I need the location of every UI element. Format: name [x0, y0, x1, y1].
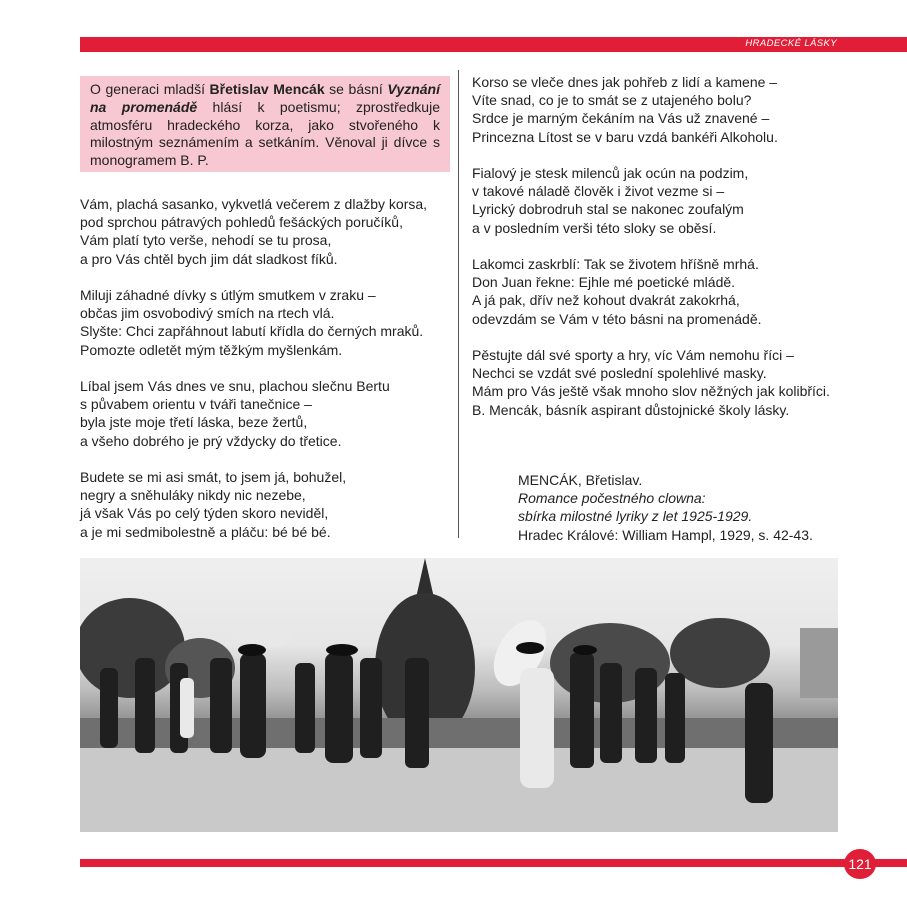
poem-stanza [80, 286, 455, 359]
poem-line: Miluji záhadné dívky s útlým smutkem v zraku – [80, 287, 376, 303]
poem-line: negry a sněhuláky nikdy nic nezebe, [80, 487, 306, 504]
poem-line: v takové náladě člověk i život vezme si – [472, 183, 725, 200]
poem-stanza [80, 468, 455, 541]
poem-line: Pomozte odletět mým těžkým myšlenkám. [80, 341, 343, 358]
citation [518, 471, 813, 544]
poem-right-column [472, 73, 852, 437]
poem-line: odevzdám se Vám v této básni na promenádě. [472, 310, 762, 327]
poem-line: Vám, plachá sasanko, vykvetlá večerem z dlažby korsa, [80, 196, 428, 212]
citation-title-1: Romance počestného clowna: [518, 490, 706, 507]
poem-line: Líbal jsem Vás dnes ve snu, plachou slečnu Bertu [80, 378, 390, 394]
poem-stanza [472, 164, 852, 237]
citation-title-2: sbírka milostné lyriky z let 1925-1929. [518, 508, 753, 525]
poem-line: Fialový je stesk milenců jak ocún na podzim, [472, 165, 749, 181]
poem-line: B. Mencák, básník aspirant důstojnické školy lásky. [472, 401, 790, 418]
poem-line: A já pak, dřív než kohout dvakrát zakokrhá, [472, 292, 740, 309]
poem-stanza [80, 377, 455, 450]
citation-publisher: Hradec Králové: William Hampl, 1929, s. 42-43. [518, 526, 813, 543]
intro-post: hlásí k poetismu; zprostředkuje atmosféru hradeckého korza, jako stvořeného k milostným seznámením a setkáním. Věnoval ji dívce s monogramem B. P. [90, 98, 440, 169]
poem-line: byla jste moje třetí láska, beze žertů, [80, 414, 308, 431]
header-bar [80, 37, 907, 52]
section-title: HRADECKÉ LÁSKY [745, 38, 837, 49]
intro-box [80, 76, 450, 172]
poem-line: Slyšte: Chci zapřáhnout labutí křídla do černých mraků. [80, 323, 424, 340]
poem-line: já však Vás po celý týden skoro neviděl, [80, 505, 329, 522]
page-number-badge: 121 [844, 849, 876, 879]
poem-line: Don Juan řekne: Ejhle mé poetické mládě. [472, 274, 736, 291]
poem-line: Budete se mi asi smát, to jsem já, bohužel, [80, 469, 347, 485]
column-divider [458, 70, 459, 538]
poem-line: Korso se vleče dnes jak pohřeb z lidí a kamene – [472, 74, 778, 90]
poem-line: pod sprchou pátravých pohledů fešáckých poručíků, [80, 214, 403, 231]
poem-line: a všeho dobrého je prý vždycky do třetice. [80, 432, 342, 449]
historical-promenade-photo [80, 558, 838, 832]
poem-line: Lakomci zaskrblí: Tak se životem hříšně mrhá. [472, 256, 759, 272]
poem-line: Vám platí tyto verše, nehodí se tu prosa, [80, 232, 332, 249]
poem-line: Víte snad, co je to smát se z utajeného bolu? [472, 92, 752, 109]
poem-line: Pěstujte dál své sporty a hry, víc Vám nemohu říci – [472, 347, 794, 363]
poem-line: a pro Vás chtěl bych jim dát sladkost fíků. [80, 250, 338, 267]
poem-stanza [472, 73, 852, 146]
poem-line: Princezna Lítost se v baru vzdá bankéři Alkoholu. [472, 128, 778, 145]
promenade-photo-illustration [80, 558, 838, 832]
poem-stanza [472, 346, 852, 419]
poem-line: Lyrický dobrodruh stal se nakonec zoufalým [472, 201, 744, 218]
poem-line: Mám pro Vás ještě však mnoho slov něžných jak kolibříci. [472, 383, 830, 400]
poem-left-column [80, 195, 455, 559]
poem-line: Nechci se vzdát své poslední spolehlivé masky. [472, 365, 767, 382]
poem-line: s půvabem orientu v tváři tanečnice – [80, 396, 312, 413]
citation-author: MENCÁK, Břetislav. [518, 472, 643, 488]
intro-text [90, 81, 440, 170]
poem-stanza [472, 255, 852, 328]
poem-stanza [80, 195, 455, 268]
footer-bar [80, 859, 907, 867]
intro-pre: O generaci mladší [90, 81, 210, 97]
poem-line: a v posledním verši této sloky se oběsí. [472, 219, 717, 236]
poem-line: Srdce je marným čekáním na Vás už znavené – [472, 110, 770, 127]
intro-author: Břetislav Mencák [209, 81, 325, 97]
poem-line: občas jim osvobodivý smích na rtech vlá. [80, 305, 335, 322]
intro-mid: se básní [324, 81, 388, 97]
intro-poem-title: Vyznání na promenádě [90, 81, 440, 115]
poem-line: a je mi sedmibolestně a pláču: bé bé bé. [80, 523, 331, 540]
